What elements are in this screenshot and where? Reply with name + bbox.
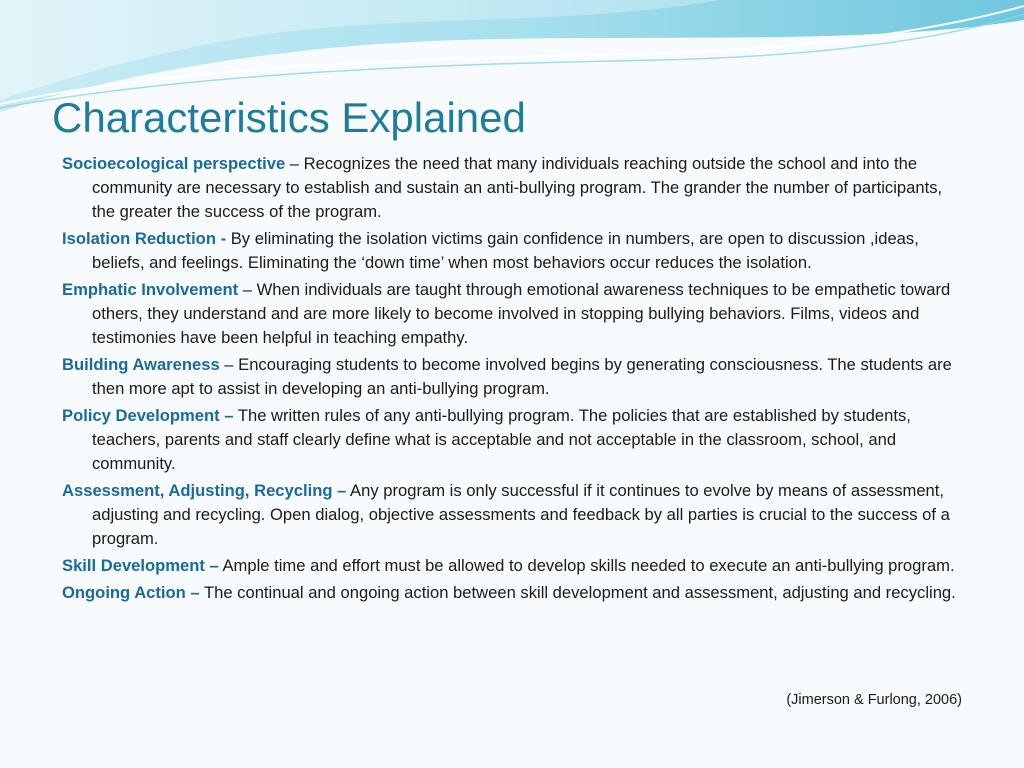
list-item: [62, 278, 962, 350]
list-item: [62, 554, 962, 578]
item-term: Skill Development –: [62, 556, 219, 575]
item-text: Encouraging students to become involved begins by generating consciousness. The students are then more apt to assist in developing an anti-bullying program.: [92, 355, 952, 398]
item-term: Building Awareness: [62, 355, 220, 374]
citation: (Jimerson & Furlong, 2006): [786, 692, 962, 708]
list-item: [62, 581, 962, 605]
item-text: The written rules of any anti-bullying program. The policies that are established by students, teachers, parents and staff clearly define what is acceptable and not acceptable in the classroom, school, and community.: [92, 406, 911, 473]
list-item: [62, 479, 962, 551]
item-separator: –: [238, 280, 257, 299]
item-term: Policy Development –: [62, 406, 234, 425]
item-term: Socioecological perspective: [62, 154, 286, 173]
list-item: [62, 152, 962, 224]
item-text: Recognizes the need that many individuals reaching outside the school and into the community are necessary to establish and sustain an anti-bullying program. The grander the number of participants, the greater the success of the program.: [92, 154, 943, 221]
item-term: Assessment, Adjusting, Recycling –: [62, 481, 347, 500]
item-term: Isolation Reduction -: [62, 229, 227, 248]
list-item: [62, 227, 962, 275]
slide-title: Characteristics Explained: [52, 94, 526, 141]
item-text: When individuals are taught through emotional awareness techniques to be empathetic toward others, they understand and are more likely to become involved in stopping bullying behaviors. Films, videos and testimonies have been helpful in teaching empathy.: [92, 280, 951, 347]
item-text: Any program is only successful if it continues to evolve by means of assessment, adjusting and recycling. Open dialog, objective assessments and feedback by all parties is crucial to the success of a program.: [92, 481, 950, 548]
item-text: Ample time and effort must be allowed to develop skills needed to execute an anti-bullying program.: [222, 556, 955, 575]
item-separator: –: [285, 154, 304, 173]
item-term: Emphatic Involvement: [62, 280, 239, 299]
list-item: [62, 353, 962, 401]
item-term: Ongoing Action –: [62, 583, 200, 602]
list-item: [62, 404, 962, 476]
item-separator: –: [219, 355, 239, 374]
item-text: The continual and ongoing action between skill development and assessment, adjusting and recycling.: [203, 583, 956, 602]
characteristics-list: [62, 152, 962, 608]
item-text: By eliminating the isolation victims gain confidence in numbers, are open to discussion ,ideas, beliefs, and feelings. Eliminating the ‘down time’ when most behaviors occur reduces the isolation.: [92, 229, 919, 272]
